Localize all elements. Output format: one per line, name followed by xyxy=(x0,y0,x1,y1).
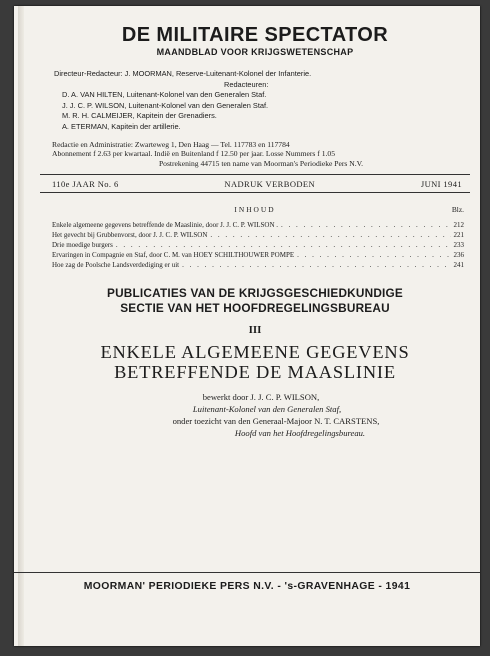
toc-entry-title: Hoe zag de Poolsche Landsverdediging er uit xyxy=(52,261,180,270)
table-of-contents xyxy=(40,220,470,270)
credit-author-rank-text: Luitenant-Kolonel van den Generalen Staf, xyxy=(192,404,342,415)
toc-entry-title: Drie moedige burgers xyxy=(52,241,113,250)
contents-page-label: Blz. xyxy=(451,205,464,215)
toc-entry[interactable] xyxy=(52,230,464,240)
reprint-notice: NADRUK VERBODEN xyxy=(224,179,316,190)
article-title-line2: BETREFFENDE DE MAASLINIE xyxy=(114,362,396,383)
publisher-footer: MOORMAN' PERIODIEKE PERS N.V. - 's-GRAVENHAGE - 1941 xyxy=(83,581,411,592)
page-binding-edge xyxy=(18,6,24,646)
toc-leader-dots xyxy=(281,220,450,230)
toc-entry[interactable] xyxy=(52,240,464,250)
journal-page xyxy=(14,6,480,646)
redacteur-item: J. J. C. P. WILSON, Luitenant-Kolonel van den Generalen Staf. xyxy=(62,100,269,110)
infobar-divider xyxy=(40,192,470,193)
journal-title: DE MILITAIRE SPECTATOR xyxy=(121,24,389,46)
toc-entry[interactable] xyxy=(52,250,464,260)
credit-author-rank xyxy=(40,403,470,415)
toc-entry[interactable] xyxy=(52,220,464,230)
publication-series-line2: SECTIE VAN HET HOOFDREGELINGSBUREAU xyxy=(120,301,390,316)
contact-subscription: Abonnement f 2.63 per kwartaal. Indië en Buitenland f 12.50 per jaar. Losse Nummers f 1.05 xyxy=(52,149,336,159)
toc-entry-title: Het gevecht bij Grubbenvorst, door J. J. C. P. WILSON xyxy=(52,231,208,240)
redacteur-item: A. ETERMAN, Kapitein der artillerie. xyxy=(62,121,181,131)
issue-info-bar xyxy=(40,175,470,192)
credit-supervisor-role xyxy=(40,427,470,439)
toc-leader-dots xyxy=(182,260,450,270)
issue-volume: 110e JAAR No. 6 xyxy=(52,179,119,190)
article-title xyxy=(40,342,470,382)
toc-entry-page: 221 xyxy=(453,231,464,240)
contact-address: Redactie en Administratie: Zwarteweg 1, Den Haag — Tel. 117783 en 117784 xyxy=(52,140,290,149)
toc-leader-dots xyxy=(210,230,450,240)
toc-leader-dots xyxy=(116,240,451,250)
contact-postrekening: Postrekening 44715 ten name van Moorman's Periodieke Pers N.V. xyxy=(158,158,364,168)
credit-supervisor-role-text: Hoofd van het Hoofdregelingsbureau. xyxy=(234,428,366,439)
toc-entry-title: Ervaringen in Compagnie en Staf, door C. M. van HOEY SCHILTHOUWER POMPE xyxy=(52,251,295,260)
toc-entry-page: 233 xyxy=(453,241,464,250)
publication-series-line1: PUBLICATIES VAN DE KRIJGSGESCHIEDKUNDIGE xyxy=(107,286,403,301)
toc-entry[interactable] xyxy=(52,260,464,270)
publication-series-heading xyxy=(40,286,470,316)
redacteuren-label: Redacteuren: xyxy=(224,79,269,89)
toc-leader-dots xyxy=(297,250,450,260)
page-content xyxy=(40,24,470,439)
bottom-divider xyxy=(14,572,480,573)
redacteur-item: M. R. H. CALMEIJER, Kapitein der Grenadiers. xyxy=(62,111,217,120)
article-title-line1: ENKELE ALGEMEENE GEGEVENS xyxy=(100,342,410,363)
directeur-line: Directeur-Redacteur: J. MOORMAN, Reserve-Luitenant-Kolonel der Infanterie. xyxy=(54,69,312,78)
redacteur-item: D. A. VAN HILTEN, Luitenant-Kolonel van den Generalen Staf. xyxy=(62,90,267,99)
author-credit xyxy=(40,391,470,439)
publication-number: III xyxy=(248,324,262,337)
contents-heading-label: INHOUD xyxy=(234,205,276,215)
toc-entry-page: 236 xyxy=(453,251,464,260)
credit-author: bewerkt door J. J. C. P. WILSON, xyxy=(202,392,320,403)
redacteuren-list xyxy=(40,90,470,132)
contact-block xyxy=(40,140,470,168)
journal-subtitle: MAANDBLAD VOOR KRIJGSWETENSCHAP xyxy=(156,47,354,57)
toc-entry-title: Enkele algemeene gegevens betreffende de Maaslinie, door J. J. C. P. WILSON . xyxy=(52,221,279,230)
toc-entry-page: 241 xyxy=(453,261,464,270)
toc-entry-page: 212 xyxy=(453,221,464,230)
credit-supervisor: onder toezicht van den Generaal-Majoor N. T. CARSTENS, xyxy=(172,416,380,427)
contents-heading xyxy=(40,205,470,214)
issue-date: JUNI 1941 xyxy=(420,179,462,190)
